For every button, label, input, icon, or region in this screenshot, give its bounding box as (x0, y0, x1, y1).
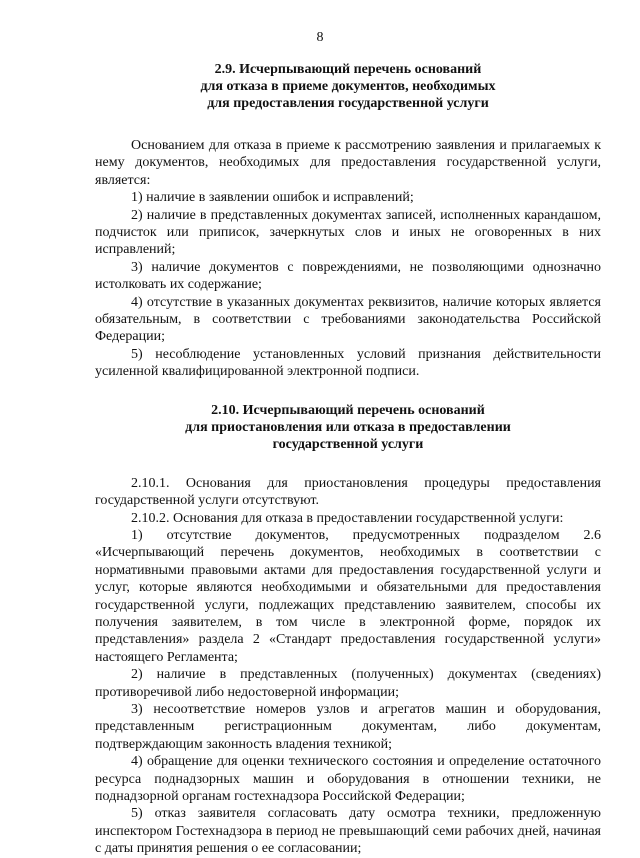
list-item: 2) наличие в представленных (полученных) документах (сведениях) противоречивой либо недостоверной информации; (95, 667, 601, 700)
section-2-10-heading (95, 402, 601, 453)
list-item: 5) отказ заявителя согласовать дату осмотра техники, предложенную инспектором Гостехнадзора в период не превышающий семи рабочих дней, начиная с даты принятия решения о ее согласовании; (95, 806, 601, 857)
heading-line: 2.10. Исчерпывающий перечень оснований (211, 402, 485, 418)
list-item: 3) наличие документов с повреждениями, не позволяющими однозначно истолковать их содержание; (95, 259, 601, 293)
list-item: 5) несоблюдение установленных условий признания действительности усиленной квалифицированной электронной подписи. (95, 346, 601, 380)
document-body (95, 61, 601, 858)
heading-line: для приостановления или отказа в предоставлении (185, 419, 511, 435)
subsection-paragraph: 2.10.1. Основания для приостановления процедуры предоставления государственной услуги отсутствуют. (95, 475, 601, 509)
list-item: 1) наличие в заявлении ошибок и исправлений; (131, 190, 414, 206)
section-2-10-body (95, 475, 601, 858)
heading-line: для отказа в приеме документов, необходимых (200, 79, 496, 94)
heading-line: для предоставления государственной услуги (207, 96, 489, 111)
intro-paragraph: Основанием для отказа в приеме к рассмотрению заявления и прилагаемых к нему документов, необходимых для предоставления государственной услуги, является: (95, 138, 601, 188)
list-item: 4) отсутствие в указанных документах реквизитов, наличие которых является обязательным, в соответствии с требованиями законодательства Российской Федерации; (95, 294, 601, 345)
page-number: 8 (316, 30, 324, 45)
list-item: 1) отсутствие документов, предусмотренных подразделом 2.6 «Исчерпывающий перечень документов, необходимых в соответствии с нормативными правовыми актами для предоставления государственной услуги и услуг, которые являются необходимыми и обязательными для предоставления государственной услуги, подлежащих представлению заявителем, способы их получения заявителем, в том числе в электронной форме, порядок их представления» раздела 2 «Стандарт предоставления государственной услуги» настоящего Регламента; (95, 527, 601, 665)
list-item: 3) несоответствие номеров узлов и агрегатов машин и оборудования, представленным регистрационным документам, либо документам, подтверждающим законность владения техникой; (95, 701, 601, 752)
list-item: 4) обращение для оценки технического состояния и определение остаточного ресурса поднадзорных машин и оборудования в отношении техники, не поднадзорной органам гостехнадзора Российской Федерации; (95, 754, 601, 804)
heading-line: государственной услуги (272, 436, 424, 452)
subsection-paragraph: 2.10.2. Основания для отказа в предоставлении государственной услуги: (131, 510, 564, 526)
heading-line: 2.9. Исчерпывающий перечень оснований (214, 62, 482, 77)
section-2-9-body (95, 137, 601, 381)
section-2-9-heading (95, 61, 601, 112)
list-item: 2) наличие в представленных документах записей, исполненных карандашом, подчисток или приписок, зачеркнутых слов и иных не оговоренных в них исправлений; (95, 207, 601, 258)
